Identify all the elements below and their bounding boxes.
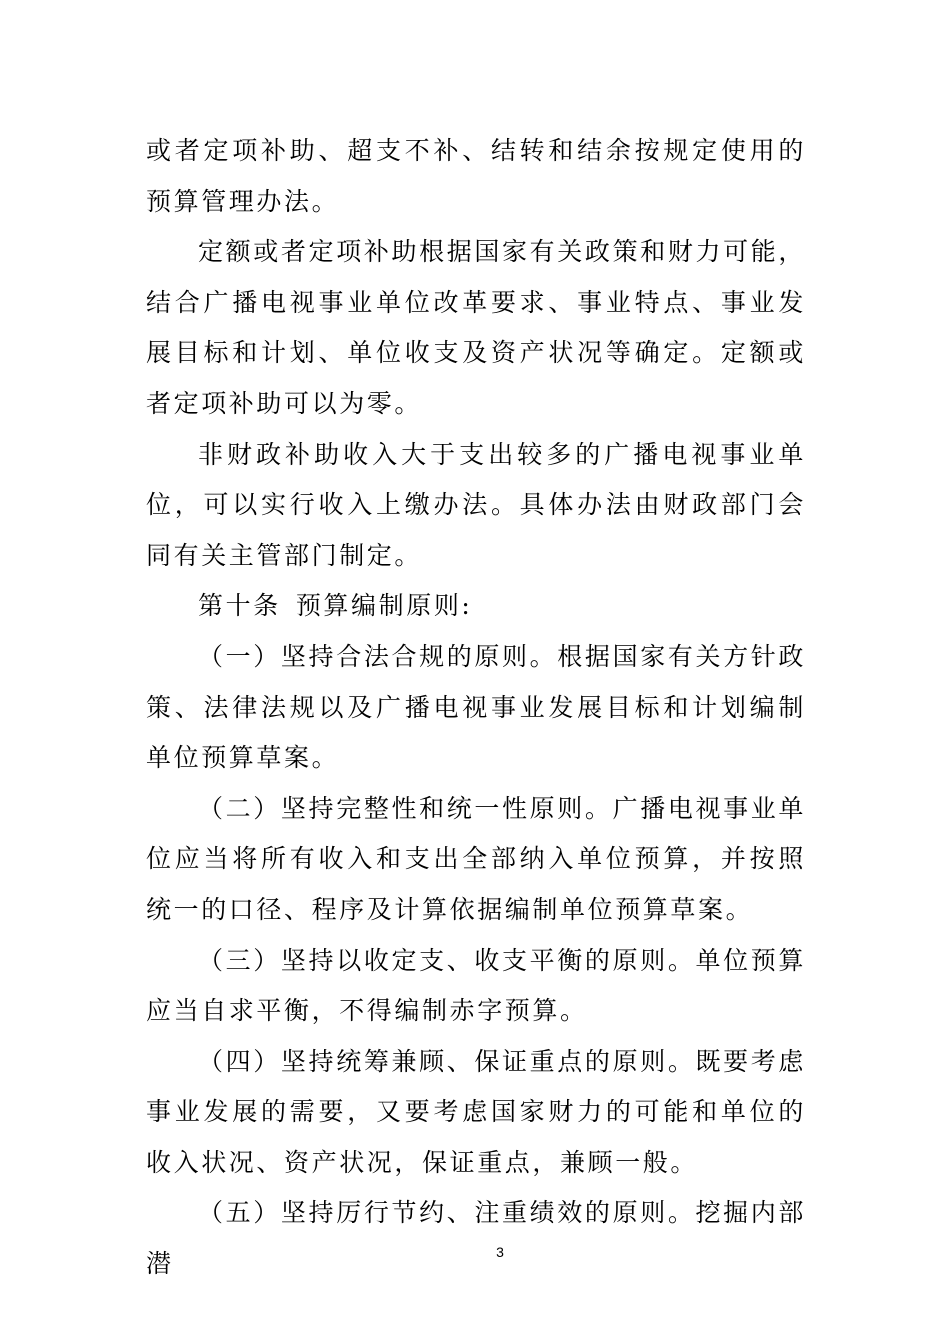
article-title: 预算编制原则: [295, 591, 473, 621]
article-number: 第十条 [198, 591, 281, 621]
article-heading [146, 581, 806, 632]
list-item: （五）坚持厉行节约、注重绩效的原则。挖掘内部潜 [146, 1198, 806, 1279]
page-number: 3 [496, 1244, 504, 1260]
paragraph-subsidy: 定额或者定项补助根据国家有关政策和财力可能，结合广播电视事业单位改革要求、事业特点、事业发展目标和计划、单位收支及资产状况等确定。定额或者定项补助可以为零。 [146, 237, 806, 418]
list-item: （三）坚持以收定支、收支平衡的原则。单位预算应当自求平衡，不得编制赤字预算。 [146, 945, 806, 1026]
list-item: （四）坚持统筹兼顾、保证重点的原则。既要考虑事业发展的需要，又要考虑国家财力的可能和单位的收入状况、资产状况，保证重点，兼顾一般。 [146, 1046, 806, 1177]
paragraph-continuation: 或者定项补助、超支不补、结转和结余按规定使用的预算管理办法。 [146, 136, 806, 216]
document-body [146, 126, 806, 1290]
paragraph-revenue-remittance: 非财政补助收入大于支出较多的广播电视事业单位，可以实行收入上缴办法。具体办法由财政部门会同有关主管部门制定。 [146, 439, 806, 570]
list-item: （二）坚持完整性和统一性原则。广播电视事业单位应当将所有收入和支出全部纳入单位预算，并按照统一的口径、程序及计算依据编制单位预算草案。 [146, 793, 806, 924]
list-item: （一）坚持合法合规的原则。根据国家有关方针政策、法律法规以及广播电视事业发展目标和计划编制单位预算草案。 [146, 641, 806, 773]
